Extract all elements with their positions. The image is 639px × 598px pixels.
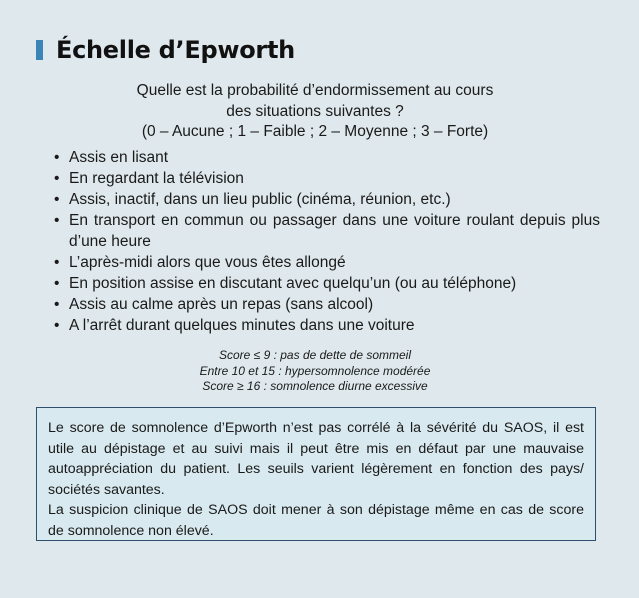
list-item-text: L’après-midi alors que vous êtes allongé xyxy=(69,253,346,271)
list-item-text: A l’arrêt durant quelques minutes dans une voiture xyxy=(69,316,415,334)
list-item xyxy=(52,148,600,169)
question-line: des situations suivantes ? xyxy=(226,102,404,120)
score-line: Score ≥ 16 : somnolence diurne excessive xyxy=(202,379,428,393)
question-block xyxy=(0,81,630,143)
list-item-text: Assis au calme après un repas (sans alcool) xyxy=(69,295,374,313)
list-item xyxy=(52,190,600,211)
list-item-text: En regardant la télévision xyxy=(69,170,244,187)
bullet-icon: • xyxy=(54,149,60,166)
note-paragraph: Le score de somnolence d’Epworth n’est pas corrélé à la sévérité du SAOS, il est utile au dépistage et au suivi mais il peut être mis en défaut par une mauvaise autoappréciation du patient. Les seuils varient légèrement en fonction des pays/ sociétés savantes. xyxy=(48,420,584,498)
note-paragraph: La suspicion clinique de SAOS doit mener à son dépistage même en cas de score de somnolence non élevé. xyxy=(48,502,584,539)
question-line: Quelle est la probabilité d’endormissement au cours xyxy=(136,82,494,99)
score-line: Entre 10 et 15 : hypersomnolence modérée xyxy=(199,363,431,378)
list-item-text: En position assise en discutant avec quelqu’un (ou au téléphone) xyxy=(69,274,517,292)
bullet-icon: • xyxy=(54,212,60,229)
answer-scale-line: (0 – Aucune ; 1 – Faible ; 2 – Moyenne ; 3 – Forte) xyxy=(141,123,489,140)
list-item xyxy=(52,211,600,252)
note-box xyxy=(36,407,596,541)
situation-list xyxy=(52,148,600,337)
page-title: Échelle d’Epworth xyxy=(56,36,295,64)
score-line: Score ≤ 9 : pas de dette de sommeil xyxy=(218,348,412,362)
list-item-text: Assis en lisant xyxy=(69,149,169,166)
bullet-icon: • xyxy=(54,316,60,334)
bullet-icon: • xyxy=(54,274,60,292)
list-item xyxy=(52,274,600,295)
bullet-icon: • xyxy=(54,191,60,208)
bullet-icon: • xyxy=(54,253,60,271)
bullet-icon: • xyxy=(54,170,60,187)
list-item-text: En transport en commun ou passager dans une voiture roulant depuis plus d’une heure xyxy=(69,212,600,250)
score-legend xyxy=(0,348,630,395)
list-item xyxy=(52,295,600,316)
list-item xyxy=(52,316,600,337)
list-item-text: Assis, inactif, dans un lieu public (cinéma, réunion, etc.) xyxy=(69,191,451,208)
title-row xyxy=(36,36,295,64)
bullet-icon: • xyxy=(54,295,60,313)
title-accent-bar xyxy=(36,40,43,60)
list-item xyxy=(52,169,600,190)
list-item xyxy=(52,253,600,274)
